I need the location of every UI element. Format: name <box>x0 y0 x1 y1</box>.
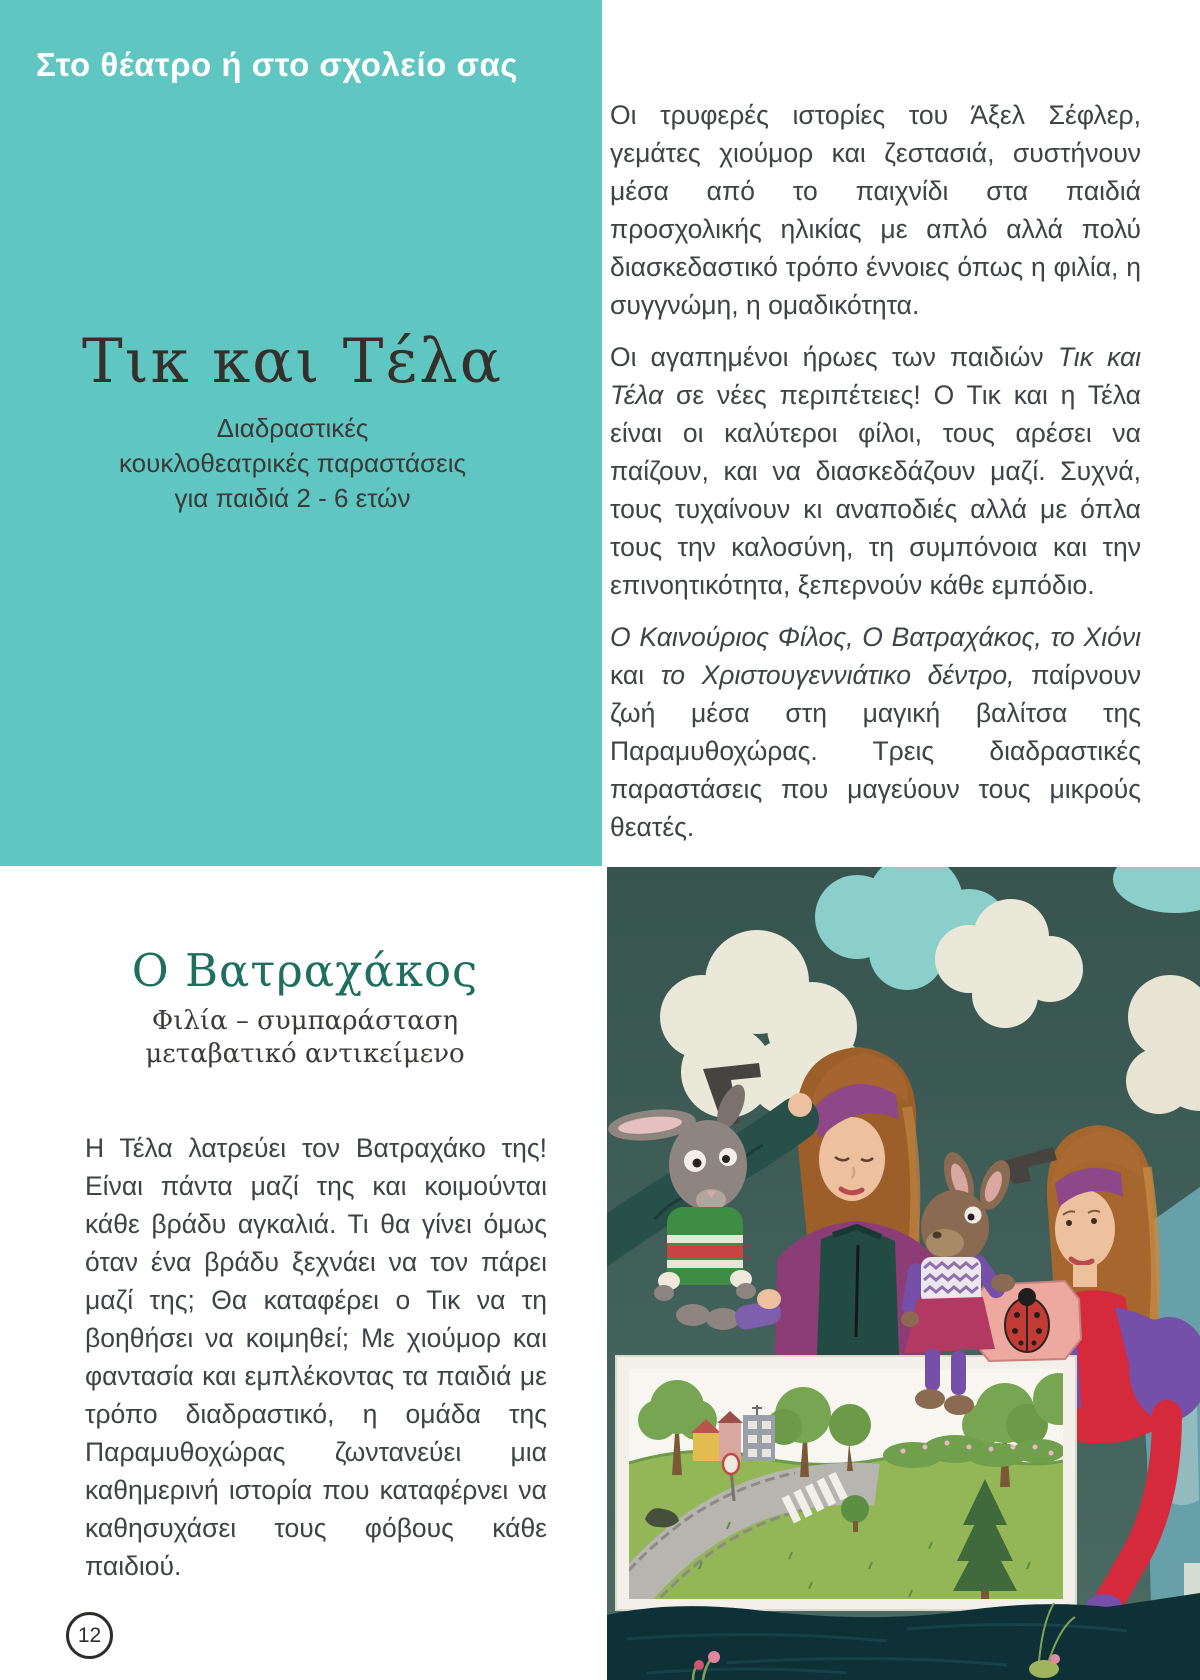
intro-paragraph: Οι αγαπημένοι ήρωες των παιδιών Τικ και Τέλα σε νέες περιπέτειες! Ο Τικ και η Τέλα είναι οι καλύτεροι φίλοι, τους αρέσει να παίζουν, και να διασκεδάζουν μαζί. Συχνά, τους τυχαίνουν κι αναποδιές αλλά με όπλα τους την καλοσύνη, τη συμπόνοια και την επινοητικότητα, ξεπερνούν κάθε εμπόδιο. <box>610 342 1141 600</box>
section-kicker: Στο θέατρο ή στο σχολείο σας <box>36 46 518 83</box>
show-subtitle-line: Διαδραστικές <box>216 413 369 443</box>
intro-paragraphs <box>610 96 1141 860</box>
page-number: 12 <box>77 1623 102 1647</box>
show-subtitle-line: για παιδιά 2 - 6 ετών <box>174 483 411 513</box>
play-subtitle-line: μεταβατικό αντικείμενο <box>145 1039 465 1069</box>
show-subtitle-line: κουκλοθεατρικές παραστάσεις <box>118 448 467 478</box>
play-subtitle-line: Φιλία – συμπαράσταση <box>151 1006 459 1036</box>
teal-panel <box>0 0 602 866</box>
intro-paragraph: Ο Καινούριος Φίλος, Ο Βατραχάκος, το Χιόνι και το Χριστουγεννιάτικο δέντρο, παίρνουν ζωή μέσα στη μαγική βαλίτσα της Παραμυθοχώρας. Τρεις διαδραστικές παραστάσεις που μαγεύουν τους μικρούς θεατές. <box>610 622 1141 842</box>
show-title-block <box>40 326 545 516</box>
play-heading-block <box>60 944 550 1071</box>
show-title: Τικ και Τέλα <box>82 326 503 397</box>
intro-paragraph: Οι τρυφερές ιστορίες του Άξελ Σέφλερ, γεμάτες χιούμορ και ζεστασιά, συστήνουν μέσα από το παιχνίδι στα παιδιά προσχολικής ηλικίας με απλό αλλά πολύ διασκεδαστικό τρόπο έννοιες όπως η φιλία, η συγγνώμη, η ομαδικότητα. <box>610 100 1141 320</box>
page-number-badge <box>66 1612 113 1659</box>
scenery-board <box>609 1355 1085 1631</box>
play-title: Ο Βατραχάκος <box>131 944 479 997</box>
stage-photo-illustration <box>607 867 1200 1680</box>
play-subtitle <box>60 1005 550 1071</box>
show-subtitle <box>40 411 545 516</box>
play-description: Η Τέλα λατρεύει τον Βατραχάκο της! Είναι πάντα μαζί της και κοιμούνται κάθε βράδυ αγκαλιά. Τι θα γίνει όμως όταν ένα βράδυ ξεχνάει να τον πάρει μαζί της; Θα καταφέρει ο Τικ να τη βοηθήσει να κοιμηθεί; Με χιούμορ και φαντασία και εμπλέκοντας τα παιδιά με τρόπο διαδραστικό, η ομάδα της Παραμυθοχώρας ζωντανεύει μια καθημερινή ιστορία που καταφέρνει να καθησυχάσει τους φόβους κάθε παιδιού. <box>85 1132 547 1581</box>
performance-photo <box>607 867 1200 1680</box>
